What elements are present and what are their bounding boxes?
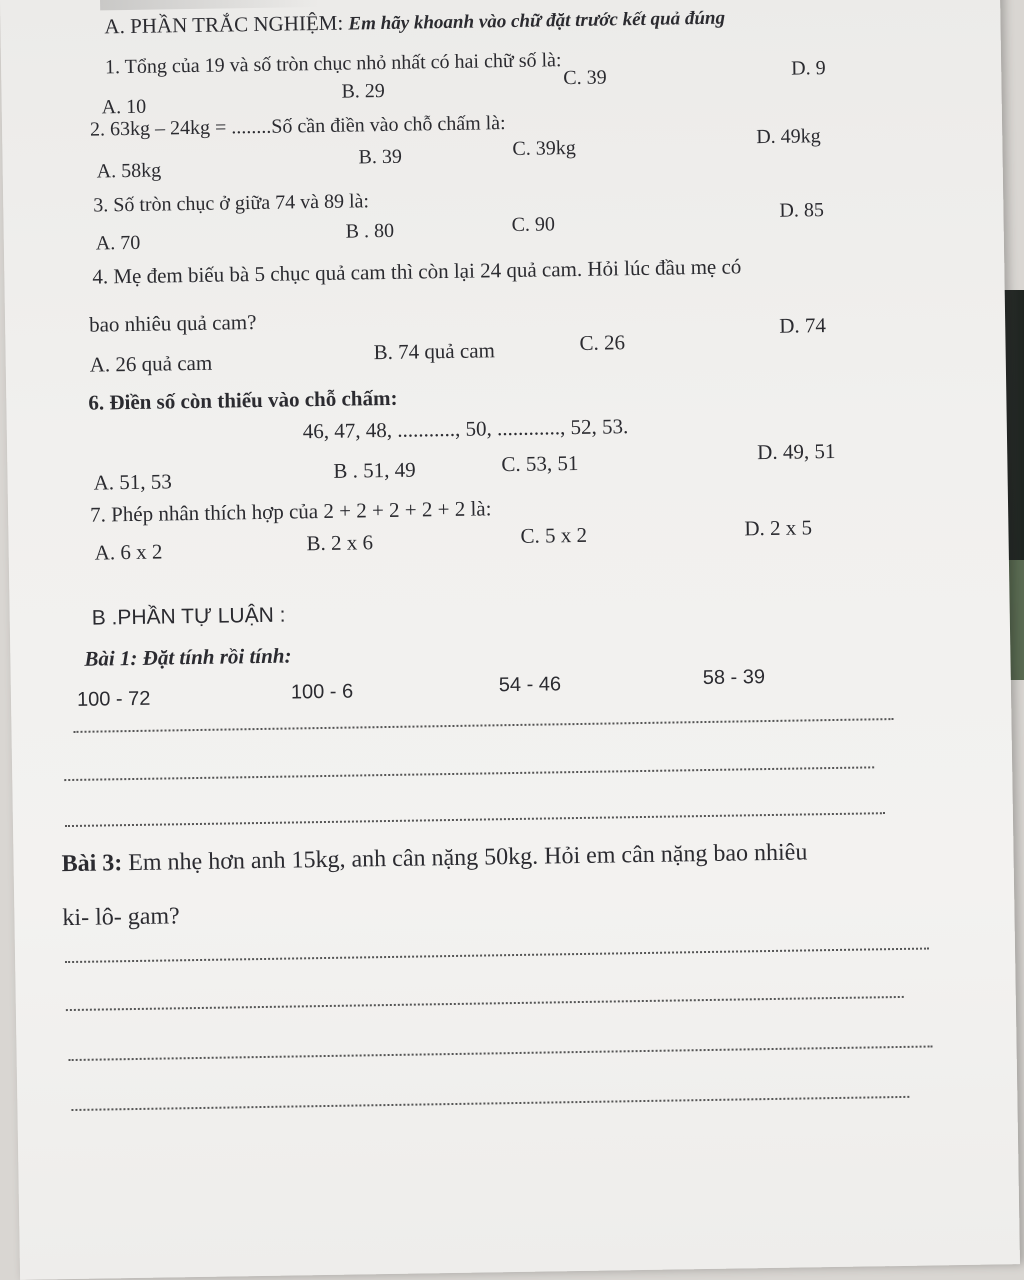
q2-option-d[interactable]: D. 49kg — [756, 125, 821, 149]
q6-option-a[interactable]: A. 51, 53 — [93, 469, 172, 495]
q6-text: 6. Điền số còn thiếu vào chỗ chấm: — [88, 385, 398, 415]
q4-option-d[interactable]: D. 74 — [779, 313, 827, 338]
q7-option-d[interactable]: D. 2 x 5 — [744, 515, 813, 541]
bai1-op-3: 54 - 46 — [498, 673, 562, 697]
answer-line[interactable] — [66, 996, 904, 1011]
q2-option-c[interactable]: C. 39kg — [512, 136, 576, 160]
bai3-text-line1 — [61, 839, 807, 878]
q3-option-d[interactable]: D. 85 — [779, 199, 825, 222]
answer-line[interactable] — [71, 1096, 909, 1111]
q6-option-d[interactable]: D. 49, 51 — [757, 438, 836, 465]
q4-text-line2: bao nhiêu quả cam? — [88, 310, 257, 337]
q2-option-a[interactable]: A. 58kg — [96, 159, 162, 183]
q3-option-b[interactable]: B . 80 — [345, 219, 395, 243]
q6-option-b[interactable]: B . 51, 49 — [333, 457, 416, 483]
q3-option-c[interactable]: C. 90 — [511, 213, 556, 236]
q1-option-c[interactable]: C. 39 — [563, 66, 607, 90]
q6-sequence: 46, 47, 48, ..........., 50, ............, 52, 53. — [302, 414, 629, 444]
q4-option-a[interactable]: A. 26 quả cam — [89, 350, 213, 377]
section-a-heading — [104, 5, 725, 40]
section-b-title: B .PHẦN TỰ LUẬN : — [91, 603, 286, 630]
q1-option-a[interactable]: A. 10 — [101, 95, 147, 119]
bai3-text-line2: ki- lô- gam? — [62, 903, 180, 932]
answer-line[interactable] — [73, 718, 893, 733]
answer-line[interactable] — [64, 766, 874, 781]
q4-option-b[interactable]: B. 74 quả cam — [373, 338, 496, 365]
bai3-question: Em nhẹ hơn anh 15kg, anh cân nặng 50kg. Hỏi em cân nặng bao nhiêu — [122, 839, 808, 877]
section-a-title: A. PHẦN TRẮC NGHIỆM: — [104, 10, 344, 39]
q4-text-line1: 4. Mẹ đem biếu bà 5 chục quả cam thì còn lại 24 quả cam. Hỏi lúc đầu mẹ có — [92, 254, 742, 289]
q7-option-a[interactable]: A. 6 x 2 — [94, 539, 163, 565]
bai1-title: Bài 1: Đặt tính rồi tính: — [84, 643, 292, 671]
q3-text: 3. Số tròn chục ở giữa 74 và 89 là: — [93, 190, 370, 217]
q7-text: 7. Phép nhân thích hợp của 2 + 2 + 2 + 2 + 2 là: — [89, 496, 492, 527]
q1-text: 1. Tổng của 19 và số tròn chục nhỏ nhất có hai chữ số là: — [104, 49, 562, 79]
bai1-op-4: 58 - 39 — [702, 666, 766, 690]
q2-option-b[interactable]: B. 39 — [358, 145, 403, 169]
answer-line[interactable] — [69, 1045, 933, 1061]
answer-line[interactable] — [65, 948, 929, 964]
bai1-op-2: 100 - 6 — [290, 680, 354, 704]
q6-option-c[interactable]: C. 53, 51 — [501, 450, 579, 477]
q3-option-a[interactable]: A. 70 — [95, 231, 141, 255]
q1-option-b[interactable]: B. 29 — [341, 79, 385, 103]
answer-line[interactable] — [65, 812, 885, 827]
q7-option-b[interactable]: B. 2 x 6 — [306, 530, 374, 556]
q4-option-c[interactable]: C. 26 — [579, 330, 626, 355]
bai3-label: Bài 3: — [61, 850, 123, 878]
faint-header-text — [100, 0, 320, 10]
bai1-op-1: 100 - 72 — [76, 687, 151, 711]
section-a-instruction: Em hãy khoanh vào chữ đặt trước kết quả đúng — [348, 7, 726, 35]
q7-option-c[interactable]: C. 5 x 2 — [520, 522, 588, 548]
q2-text: 2. 63kg – 24kg = ........Số cần điền vào chỗ chấm là: — [89, 112, 506, 141]
q1-option-d[interactable]: D. 9 — [791, 57, 826, 80]
